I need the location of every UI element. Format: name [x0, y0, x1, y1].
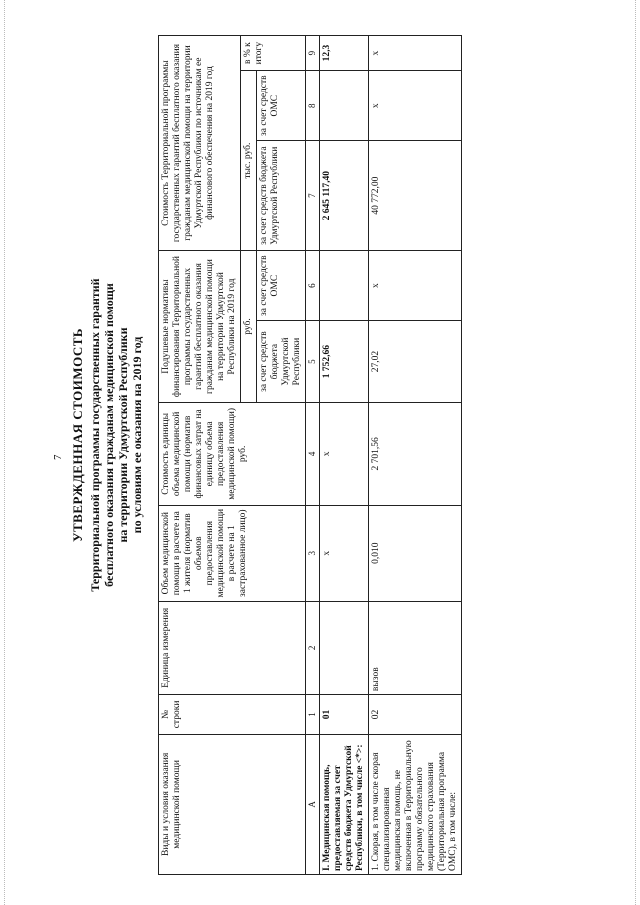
document-heading	[70, 265, 144, 605]
header-oms-6: за счет средств ОМС	[257, 251, 306, 321]
page-number: 7	[52, 454, 64, 460]
row-line: 01	[320, 695, 369, 735]
row-per-capita-oms	[320, 251, 369, 321]
header-oms-8: за счет средств ОМС	[257, 71, 306, 141]
colnum: 5	[306, 321, 320, 403]
header-kind: Виды и условия оказания медицинской помощи	[159, 734, 306, 874]
table-row	[320, 36, 369, 875]
colnum: 4	[306, 402, 320, 505]
colnum: 2	[306, 601, 320, 694]
header-unit-cost: Стоимость единицы объема медицинской помощи (норматив финансовых затрат на единицу объема предоставления медицинской помощи) руб.	[159, 402, 306, 505]
header-program-cost: Стоимость Территориальной программы государственных гарантий бесплатного оказания гражданам медицинской помощи на территории Удмуртской Республики по источникам ее финансового обеспечения на 2019 год	[159, 36, 241, 251]
column-number-row	[306, 36, 320, 875]
header-unit: Единица измерения	[159, 601, 306, 694]
heading-title: УТВЕРЖДЕННАЯ СТОИМОСТЬ	[70, 327, 85, 543]
row-unit: вызов	[369, 601, 462, 694]
row-total-oms	[320, 71, 369, 141]
header-budget-5: за счет средств бюджета Удмуртской Республики	[257, 321, 306, 403]
colnum: 9	[306, 36, 320, 71]
row-line: 02	[369, 695, 462, 735]
header-rub: руб.	[241, 251, 257, 403]
row-total-budget: 2 645 117,40	[320, 141, 369, 251]
row-total-budget: 40 772,00	[369, 141, 462, 251]
table-row	[369, 36, 462, 875]
header-budget-7: за счет средств бюджета Удмуртской Республики	[257, 141, 306, 251]
row-unit	[320, 601, 369, 694]
heading-line-5: по условиям ее оказания на 2019 год	[130, 336, 144, 534]
row-unit-cost: х	[320, 402, 369, 505]
heading-line-4: на территории Удмуртской Республики	[116, 327, 130, 543]
row-total-oms: х	[369, 71, 462, 141]
colnum: 8	[306, 71, 320, 141]
heading-line-3: бесплатного оказания гражданам медицинской помощи	[102, 283, 116, 587]
header-thous-rub: тыс. руб.	[241, 71, 257, 251]
row-unit-cost: 2 701,56	[369, 402, 462, 505]
row-volume: 0,010	[369, 505, 462, 601]
row-pct: 12,3	[320, 36, 369, 71]
row-per-capita-oms: х	[369, 251, 462, 321]
colnum: 3	[306, 505, 320, 601]
header-per-capita: Подушевые нормативы финансирования Территориальной программы государственных гарантий бесплатного оказания гражданам медицинской помощи на территории Удмуртской Республики на 2019 год	[159, 251, 241, 403]
row-pct: х	[369, 36, 462, 71]
cost-table	[158, 35, 462, 875]
row-name: 1. Скорая, в том числе скорая специализированная медицинская помощь, не включенная в Территориальную программу обязательного медицинского страхования (Территориальная программа ОМС), в том числе:	[369, 734, 462, 874]
header-line-no: № строки	[159, 695, 306, 735]
colnum: 6	[306, 251, 320, 321]
heading-line-2: Территориальной программы государственных гарантий	[88, 278, 102, 592]
colnum: А	[306, 734, 320, 874]
row-per-capita-budget: 27,02	[369, 321, 462, 403]
row-per-capita-budget: 1 752,66	[320, 321, 369, 403]
header-volume: Объем медицинской помощи в расчете на 1 жителя (норматив объемов предоставления медицинской помощи в расчете на 1 застрахованное лицо)	[159, 505, 306, 601]
header-pct: в % к итогу	[241, 36, 306, 71]
row-name: I. Медицинская помощь, предоставляемая за счет средств бюджета Удмуртской Республики, в том числе <*>:	[320, 734, 369, 874]
colnum: 1	[306, 695, 320, 735]
colnum: 7	[306, 141, 320, 251]
row-volume: х	[320, 505, 369, 601]
